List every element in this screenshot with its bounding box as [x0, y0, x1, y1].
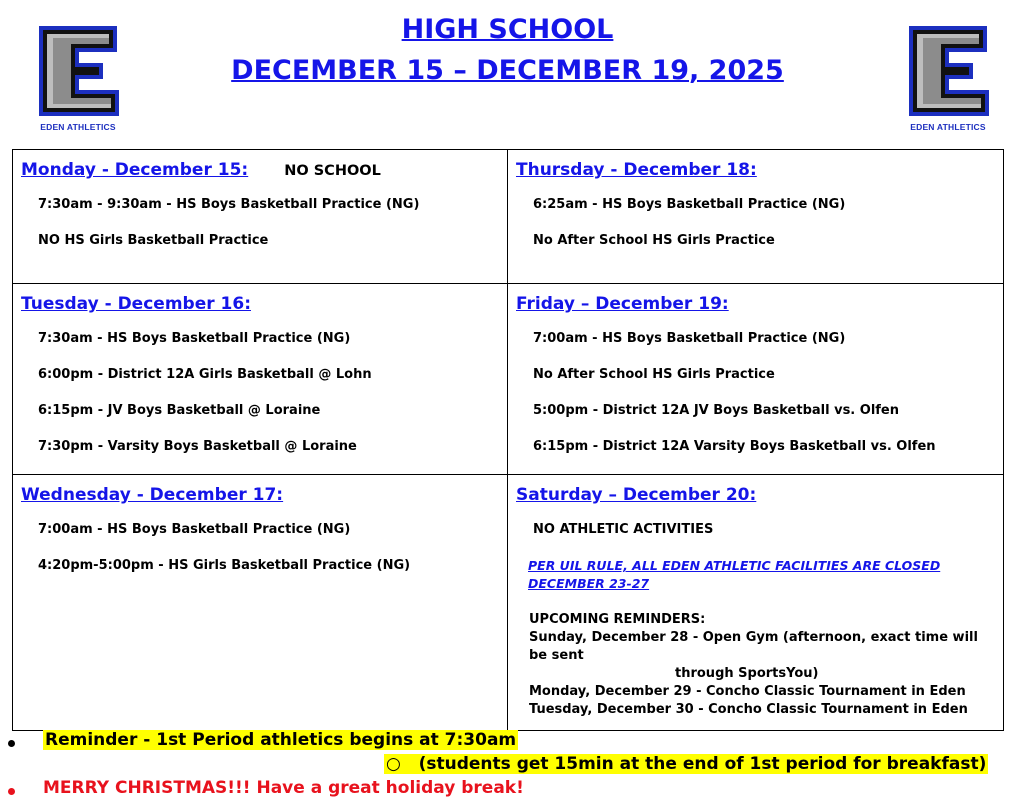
logo-caption: EDEN ATHLETICS	[40, 122, 116, 132]
monday-event: 7:30am - 9:30am - HS Boys Basketball Practice (NG)	[38, 197, 420, 212]
wednesday-heading: Wednesday - December 17:	[21, 485, 284, 505]
bullet-icon	[8, 740, 15, 747]
thursday-cell	[508, 150, 1004, 284]
reminder-bullet	[43, 730, 518, 750]
friday-event: 5:00pm - District 12A JV Boys Basketball vs. Olfen	[533, 403, 899, 418]
friday-event: No After School HS Girls Practice	[533, 367, 775, 382]
reminder-item: Tuesday, December 30 - Concho Classic Tournament in Eden	[529, 702, 968, 717]
thursday-event: No After School HS Girls Practice	[533, 233, 775, 248]
reminder-sub-bullet	[384, 754, 988, 774]
saturday-event: NO ATHLETIC ACTIVITIES	[533, 522, 714, 537]
schedule-table	[12, 149, 1004, 731]
reminder-item: Monday, December 29 - Concho Classic Tournament in Eden	[529, 684, 966, 699]
logo-caption: EDEN ATHLETICS	[910, 122, 986, 132]
wednesday-event: 7:00am - HS Boys Basketball Practice (NG)	[38, 522, 351, 537]
reminders-heading: UPCOMING REMINDERS:	[529, 612, 706, 627]
wednesday-cell	[13, 475, 508, 731]
breakfast-note: (students get 15min at the end of 1st period for breakfast)	[418, 754, 987, 774]
friday-cell	[508, 284, 1004, 475]
tuesday-event: 7:30pm - Varsity Boys Basketball @ Loraine	[38, 439, 357, 454]
page-subtitle-dates: DECEMBER 15 – DECEMBER 19, 2025	[231, 55, 784, 86]
tuesday-event: 6:00pm - District 12A Girls Basketball @ Lohn	[38, 367, 372, 382]
friday-event: 6:15pm - District 12A Varsity Boys Basketball vs. Olfen	[533, 439, 936, 454]
tuesday-heading: Tuesday - December 16:	[21, 294, 251, 314]
uil-closure-notice: PER UIL RULE, ALL EDEN ATHLETIC FACILITIES ARE CLOSED DECEMBER 23-27	[528, 558, 941, 591]
saturday-cell	[508, 475, 1004, 731]
page-title: HIGH SCHOOL	[401, 14, 614, 45]
saturday-heading: Saturday – December 20:	[516, 485, 757, 505]
tuesday-event: 6:15pm - JV Boys Basketball @ Loraine	[38, 403, 321, 418]
tuesday-cell	[13, 284, 508, 475]
monday-heading: Monday - December 15:	[21, 160, 249, 180]
tuesday-event: 7:30am - HS Boys Basketball Practice (NG)	[38, 331, 351, 346]
schedule-row	[13, 150, 1004, 284]
hollow-bullet-icon: ○	[386, 754, 401, 774]
red-bullet-icon	[8, 788, 15, 795]
reminder-item-continued: through SportsYou)	[675, 666, 819, 681]
monday-event: NO HS Girls Basketball Practice	[38, 233, 269, 248]
thursday-event: 6:25am - HS Boys Basketball Practice (NG)	[533, 197, 846, 212]
thursday-heading: Thursday - December 18:	[516, 160, 757, 180]
friday-event: 7:00am - HS Boys Basketball Practice (NG)	[533, 331, 846, 346]
monday-note: NO SCHOOL	[284, 163, 381, 179]
sub-bullet-text	[384, 754, 988, 774]
schedule-row	[13, 475, 1004, 731]
holiday-message: MERRY CHRISTMAS!!! Have a great holiday break!	[43, 778, 524, 798]
wednesday-event: 4:20pm-5:00pm - HS Girls Basketball Practice (NG)	[38, 558, 411, 573]
schedule-row	[13, 284, 1004, 475]
monday-cell	[13, 150, 508, 284]
reminder-text: Reminder - 1st Period athletics begins at 7:30am	[45, 730, 517, 750]
friday-heading: Friday – December 19:	[516, 294, 729, 314]
reminder-item: Sunday, December 28 - Open Gym (afternoon, exact time will be sent	[529, 630, 978, 663]
